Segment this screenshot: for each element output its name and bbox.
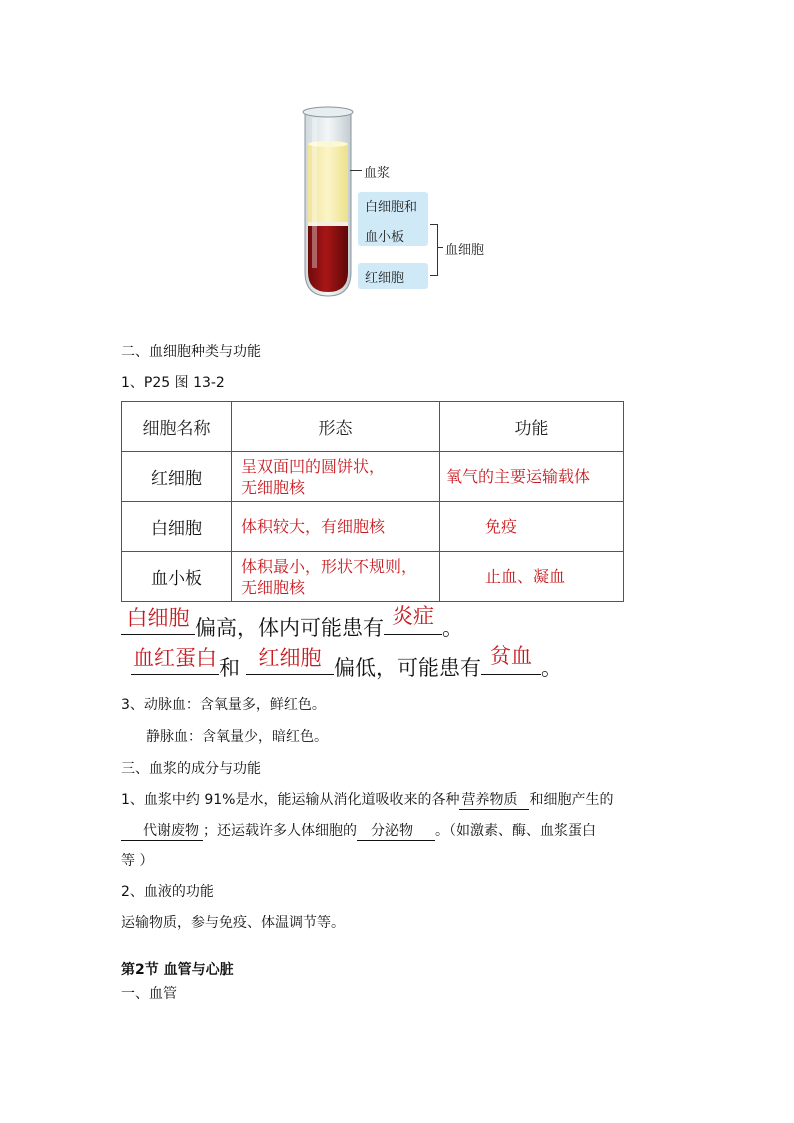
paragraph-text: 。（如激素、酶、血浆蛋白 — [435, 823, 596, 839]
figure-reference: 1、P25 图 13-2 — [121, 375, 225, 391]
cell-shape-line: 无细胞核 — [241, 577, 306, 597]
header-cell-function: 功能 — [440, 402, 624, 452]
table-row — [122, 552, 624, 602]
cell-function: 免疫 — [440, 502, 624, 552]
cell-name: 血小板 — [122, 552, 232, 602]
paragraph-text: ；还运载许多人体细胞的 — [203, 823, 357, 839]
blank-text: 偏低，可能患有 — [334, 656, 481, 680]
blank-answer: 红细胞 — [258, 646, 322, 670]
blank-line-2 — [131, 644, 562, 682]
blood-function-heading: 2、血液的功能 — [121, 884, 214, 900]
blank-field — [131, 646, 219, 675]
header-cell-name: 细胞名称 — [122, 402, 232, 452]
venous-blood-text: 静脉血：含氧量少，暗红色。 — [146, 729, 328, 745]
blank-answer: 白细胞 — [126, 606, 190, 630]
fill-answer: 代谢废物 — [121, 822, 203, 841]
cell-shape-line: 体积最小，形状不规则， — [241, 556, 418, 576]
cell-shape-line: 无细胞核 — [241, 477, 306, 497]
cell-shape-line: 呈双面凹的圆饼状， — [241, 456, 386, 476]
blank-field — [121, 606, 195, 635]
cell-function: 止血、凝血 — [440, 552, 624, 602]
wbc-label-line2: 血小板 — [365, 230, 405, 245]
blank-text: 偏高，体内可能患有 — [195, 616, 384, 640]
fill-answer: 分泌物 — [357, 822, 435, 841]
cell-name: 白细胞 — [122, 502, 232, 552]
blood-function-text: 运输物质，参与免疫、体温调节等。 — [121, 915, 345, 931]
blank-answer: 炎症 — [392, 604, 434, 628]
fill-answer: 营养物质 — [459, 791, 529, 810]
cell-shape — [232, 502, 440, 552]
rbc-label: 红细胞 — [365, 271, 405, 286]
plasma-paragraph-line1 — [121, 790, 613, 810]
table-row — [122, 452, 624, 502]
cell-shape-line: 体积较大，有细胞核 — [241, 517, 386, 536]
plasma-paragraph-line3: 等 ） — [121, 853, 154, 869]
blank-text: 。 — [442, 616, 463, 640]
plasma-leader-line — [350, 170, 362, 171]
cells-label: 血细胞 — [445, 243, 485, 258]
table-header-row — [122, 402, 624, 452]
paragraph-text: 1、血浆中约 91%是水，能运输从消化道吸收来的各种 — [121, 792, 460, 808]
wbc-label-line1: 白细胞和 — [365, 200, 418, 215]
section3-heading: 三、血浆的成分与功能 — [121, 761, 261, 777]
section-title: 第2节 血管与心脏 — [121, 962, 234, 978]
test-tube-image — [295, 104, 365, 304]
cells-bracket-tick — [437, 247, 443, 248]
arterial-blood-text: 3、动脉血：含氧量多，鲜红色。 — [121, 697, 326, 713]
cell-shape — [232, 452, 440, 502]
plasma-paragraph-line2 — [121, 821, 596, 841]
cell-shape — [232, 552, 440, 602]
section2-heading: 二、血细胞种类与功能 — [121, 344, 261, 360]
blank-answer: 血红蛋白 — [133, 646, 217, 670]
cell-function: 氧气的主要运输载体 — [440, 452, 624, 502]
vessels-heading: 一、血管 — [121, 986, 177, 1002]
blank-text: 和 — [219, 656, 240, 680]
header-cell-shape: 形态 — [232, 402, 440, 452]
blank-answer: 贫血 — [490, 644, 532, 668]
paragraph-text: 和细胞产生的 — [529, 792, 614, 808]
cell-name: 红细胞 — [122, 452, 232, 502]
blank-line-1 — [121, 604, 463, 642]
blood-cell-table — [121, 401, 624, 602]
blank-field — [481, 644, 541, 675]
blank-text: 。 — [541, 656, 562, 680]
cells-bracket — [430, 224, 438, 276]
table-row — [122, 502, 624, 552]
blank-field — [246, 646, 334, 675]
plasma-label: 血浆 — [364, 166, 391, 181]
blank-field — [384, 604, 442, 635]
